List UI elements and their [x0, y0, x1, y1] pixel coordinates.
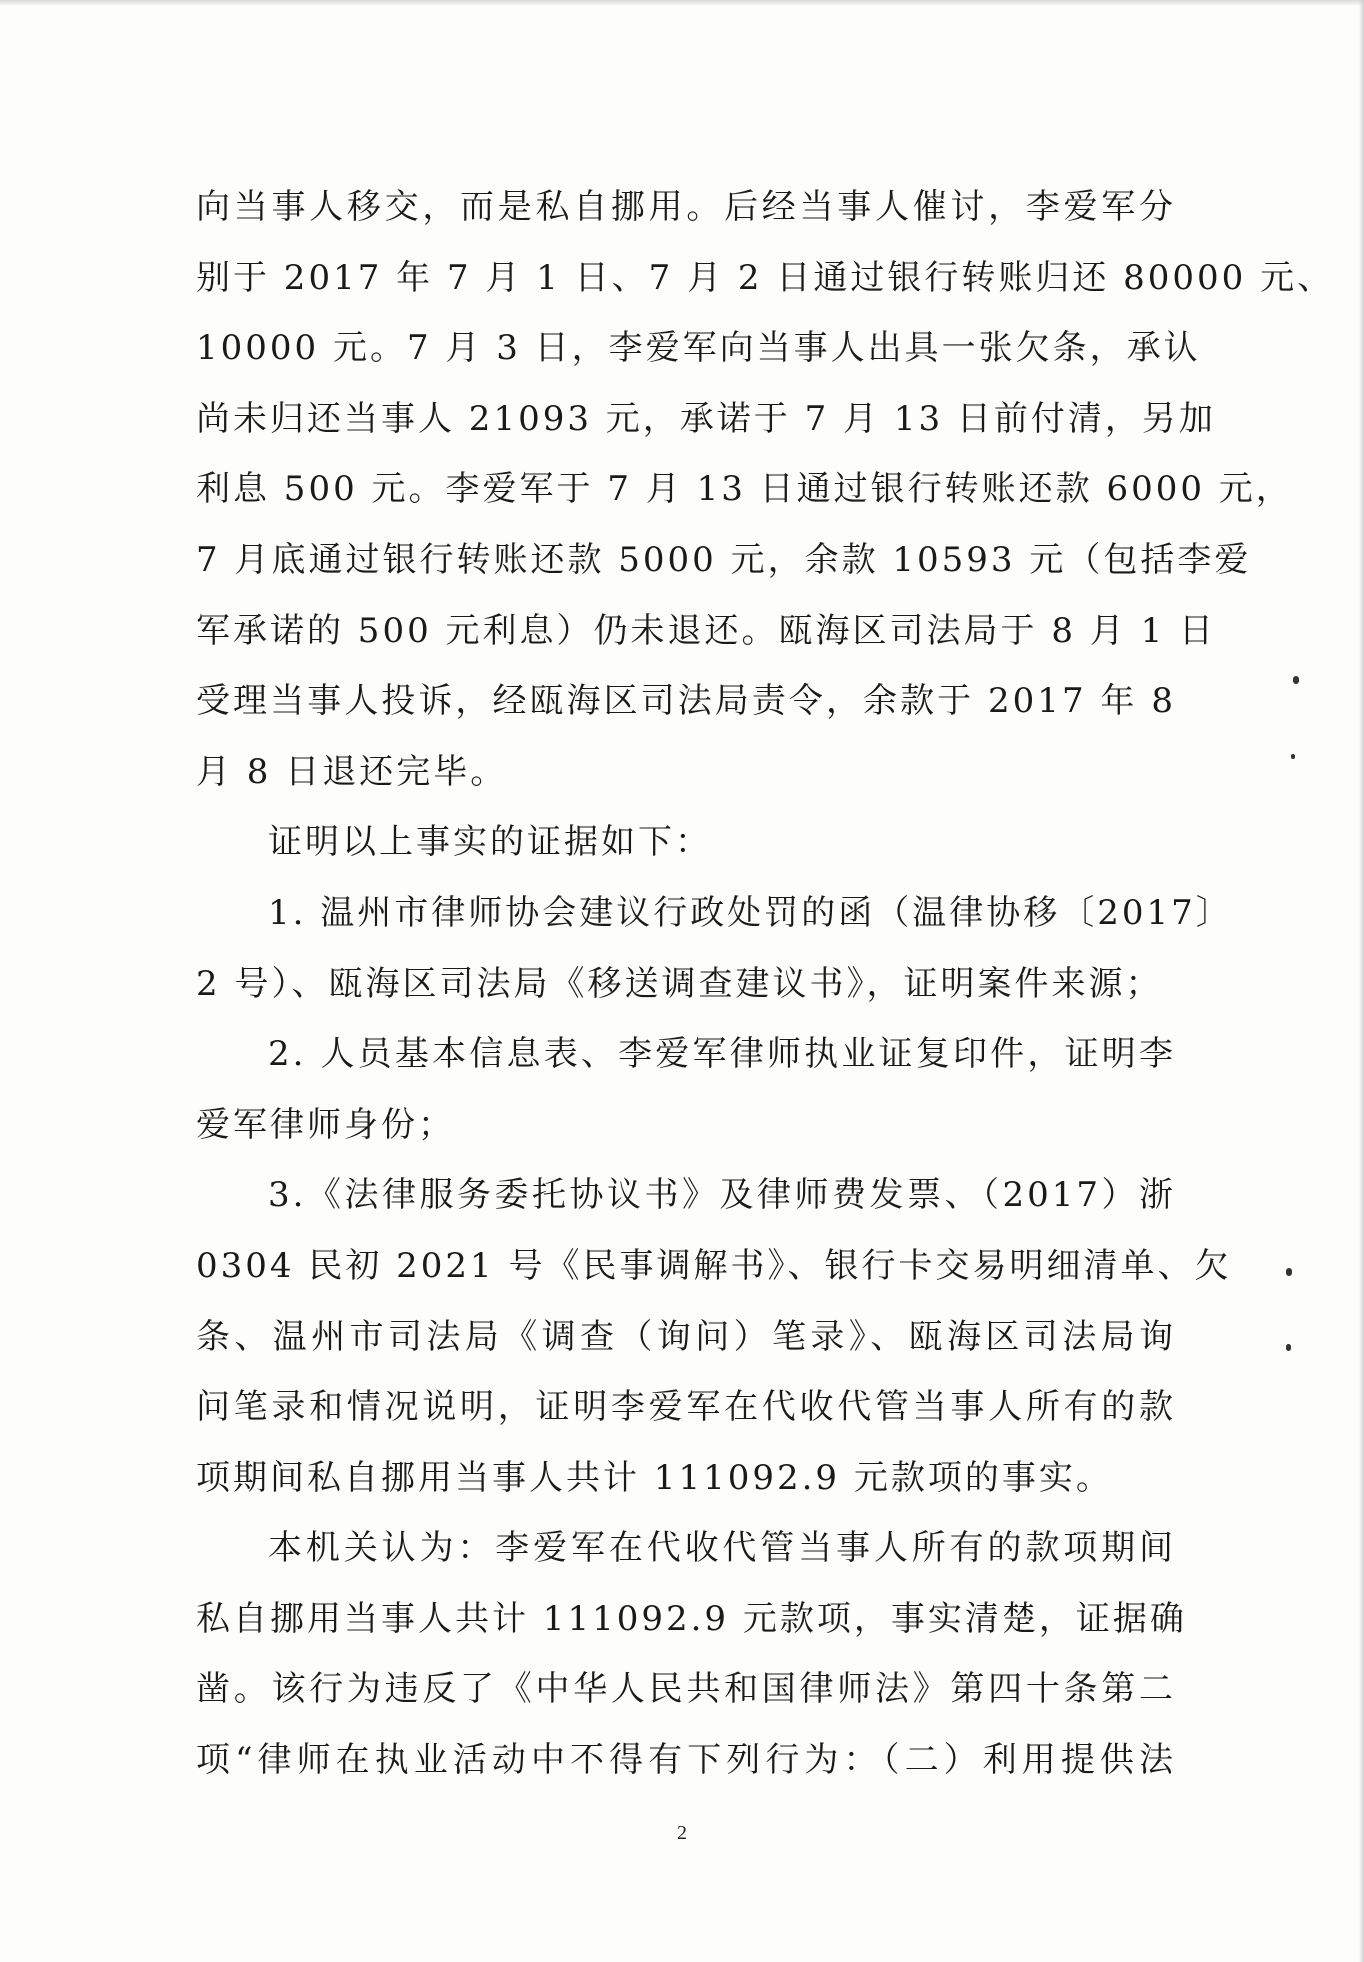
evidence-item-1: 1. 温州市律师协会建议行政处罚的函（温律协移〔2017〕 [268, 892, 1233, 933]
scan-speck [1293, 676, 1299, 684]
scan-speck [1286, 1344, 1291, 1351]
body-line: 军承诺的 500 元利息）仍未退还。瓯海区司法局于 8 月 1 日 [196, 610, 1217, 651]
body-line: 尚未归还当事人 21093 元，承诺于 7 月 13 日前付清，另加 [196, 398, 1216, 439]
page-number: 2 [677, 1822, 687, 1844]
body-text [196, 172, 1335, 1796]
body-line: 2 号）、瓯海区司法局《移送调查建议书》，证明案件来源； [196, 963, 1163, 1004]
scan-speck [1286, 1268, 1292, 1276]
body-line: 10000 元。7 月 3 日，李爱军向当事人出具一张欠条，承认 [196, 328, 1201, 369]
scan-edge-top [0, 0, 1364, 6]
body-line: 项期间私自挪用当事人共计 111092.9 元款项的事实。 [196, 1457, 1113, 1498]
body-line: 凿。该行为违反了《中华人民共和国律师法》第四十条第二 [196, 1669, 1176, 1710]
body-line: 私自挪用当事人共计 111092.9 元款项，事实清楚，证据确 [196, 1598, 1187, 1639]
body-line: 0304 民初 2021 号《民事调解书》、银行卡交易明细清单、欠 [196, 1245, 1232, 1286]
scan-edge-right [1359, 0, 1364, 1962]
scan-speck [1291, 754, 1295, 759]
body-line: 7 月底通过银行转账还款 5000 元，余款 10593 元（包括李爱 [196, 539, 1252, 580]
evidence-heading: 证明以上事实的证据如下： [268, 822, 712, 863]
body-line: 向当事人移交，而是私自挪用。后经当事人催讨，李爱军分 [196, 187, 1176, 227]
body-line: 月 8 日退还完毕。 [196, 751, 508, 792]
body-line: 受理当事人投诉，经瓯海区司法局责令，余款于 2017 年 8 [196, 681, 1176, 722]
body-line: 爱军律师身份； [196, 1104, 455, 1145]
body-line: 别于 2017 年 7 月 1 日、7 月 2 日通过银行转账归还 80000 元、 [196, 257, 1335, 298]
evidence-item-3: 3.《法律服务委托协议书》及律师费发票、（2017）浙 [268, 1175, 1176, 1216]
body-line: 问笔录和情况说明，证明李爱军在代收代管当事人所有的款 [196, 1387, 1176, 1428]
body-line: 项“律师在执业活动中不得有下列行为：（二）利用提供法 [196, 1740, 1176, 1781]
evidence-item-2: 2. 人员基本信息表、李爱军律师执业证复印件，证明李 [268, 1034, 1176, 1075]
finding-paragraph: 本机关认为：李爱军在代收代管当事人所有的款项期间 [268, 1528, 1176, 1569]
body-line: 利息 500 元。李爱军于 7 月 13 日通过银行转账还款 6000 元， [196, 469, 1293, 510]
body-line: 条、温州市司法局《调查（询问）笔录》、瓯海区司法局询 [196, 1316, 1176, 1357]
